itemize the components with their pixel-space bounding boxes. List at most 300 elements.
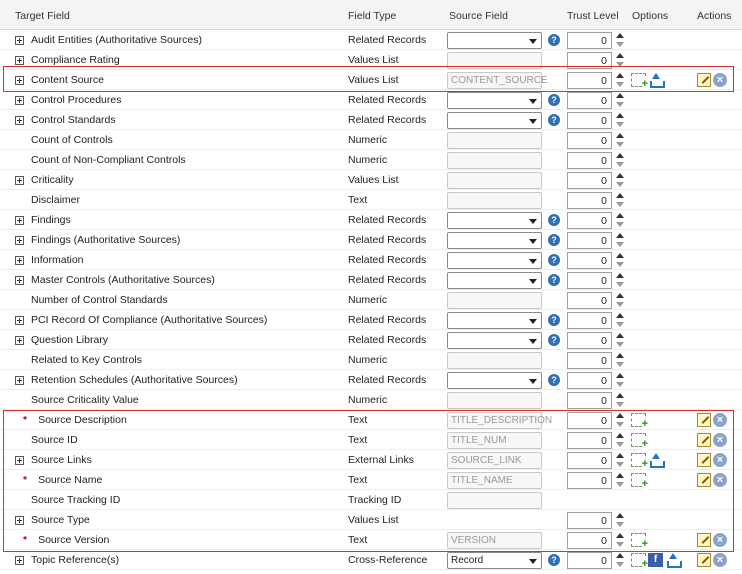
target-field-label: Source Tracking ID <box>31 494 121 506</box>
source-field-input[interactable] <box>447 192 542 209</box>
table-row <box>0 330 742 350</box>
edit-icon[interactable] <box>697 553 711 567</box>
source-field-input[interactable] <box>447 52 542 69</box>
table-row <box>0 90 742 110</box>
field-type: Values List <box>348 74 399 86</box>
table-row <box>0 490 742 510</box>
source-field-select[interactable] <box>447 112 542 129</box>
dropdown-arrow-icon <box>529 39 537 44</box>
target-field-name <box>23 534 110 546</box>
target-field-name <box>23 474 103 486</box>
help-icon[interactable]: ? <box>548 374 560 386</box>
table-row <box>0 190 742 210</box>
target-field-label: Topic Reference(s) <box>31 554 120 566</box>
target-field-name <box>31 254 84 266</box>
trust-level-spinner[interactable] <box>616 433 624 448</box>
table-row <box>0 130 742 150</box>
spinner-up-icon[interactable] <box>616 533 624 538</box>
trust-level-input[interactable]: 0 <box>567 252 612 269</box>
target-field-label: Findings (Authoritative Sources) <box>31 234 181 246</box>
source-field-input[interactable] <box>447 292 542 309</box>
spinner-down-icon[interactable] <box>616 562 624 567</box>
delete-icon[interactable]: × <box>713 473 727 487</box>
spinner-up-icon[interactable] <box>616 333 624 338</box>
spinner-down-icon[interactable] <box>616 462 624 467</box>
field-type: Tracking ID <box>348 494 402 506</box>
target-field-name <box>31 54 120 66</box>
dropdown-arrow-icon <box>529 239 537 244</box>
spinner-down-icon[interactable] <box>616 522 624 527</box>
help-icon[interactable]: ? <box>548 94 560 106</box>
dropdown-arrow-icon <box>529 379 537 384</box>
trust-level-spinner[interactable] <box>616 413 624 428</box>
edit-icon[interactable] <box>697 533 711 547</box>
target-field-name <box>31 514 90 526</box>
target-field-label: Question Library <box>31 334 109 346</box>
trust-level-spinner[interactable] <box>616 333 624 348</box>
trust-level-spinner[interactable] <box>616 553 624 568</box>
grid-header <box>0 0 742 30</box>
trust-level-spinner[interactable] <box>616 473 624 488</box>
expand-plus-icon[interactable] <box>15 236 24 245</box>
table-row <box>0 70 742 90</box>
spinner-down-icon[interactable] <box>616 342 624 347</box>
target-field-label: PCI Record Of Compliance (Authoritative Sources) <box>31 314 268 326</box>
edit-icon[interactable] <box>697 473 711 487</box>
field-type: Text <box>348 434 368 446</box>
source-field-select[interactable] <box>447 232 542 249</box>
spinner-down-icon[interactable] <box>616 242 624 247</box>
source-field-select[interactable] <box>447 552 542 569</box>
target-field-name <box>31 114 116 126</box>
expand-plus-icon[interactable] <box>15 56 24 65</box>
spinner-down-icon[interactable] <box>616 162 624 167</box>
spinner-down-icon[interactable] <box>616 322 624 327</box>
spinner-up-icon[interactable] <box>616 413 624 418</box>
field-type: Values List <box>348 174 399 186</box>
trust-level-spinner[interactable] <box>616 193 624 208</box>
add-field-icon[interactable] <box>631 453 646 467</box>
target-field-name <box>23 414 127 426</box>
spinner-down-icon[interactable] <box>616 282 624 287</box>
trust-level-spinner[interactable] <box>616 73 624 88</box>
spinner-down-icon[interactable] <box>616 382 624 387</box>
delete-icon[interactable]: × <box>713 73 727 87</box>
spinner-down-icon[interactable] <box>616 62 624 67</box>
trust-level-input[interactable]: 0 <box>567 452 612 469</box>
expand-plus-icon[interactable] <box>15 376 24 385</box>
target-field-name <box>31 194 80 206</box>
target-field-name <box>31 134 113 146</box>
trust-level-spinner[interactable] <box>616 513 624 528</box>
upload-icon[interactable] <box>665 553 680 567</box>
spinner-down-icon[interactable] <box>616 102 624 107</box>
table-row <box>0 450 742 470</box>
edit-icon[interactable] <box>697 453 711 467</box>
spinner-up-icon[interactable] <box>616 33 624 38</box>
trust-level-input[interactable]: 0 <box>567 312 612 329</box>
expand-plus-icon[interactable] <box>15 216 24 225</box>
dropdown-arrow-icon <box>529 119 537 124</box>
trust-level-input[interactable]: 0 <box>567 472 612 489</box>
spinner-down-icon[interactable] <box>616 42 624 47</box>
spinner-up-icon[interactable] <box>616 453 624 458</box>
edit-icon[interactable] <box>697 433 711 447</box>
spinner-up-icon[interactable] <box>616 113 624 118</box>
help-icon[interactable]: ? <box>548 234 560 246</box>
target-field-label: Audit Entities (Authoritative Sources) <box>31 34 202 46</box>
spinner-down-icon[interactable] <box>616 142 624 147</box>
target-field-name <box>31 214 71 226</box>
spinner-up-icon[interactable] <box>616 253 624 258</box>
field-type: Related Records <box>348 274 427 286</box>
trust-level-spinner[interactable] <box>616 353 624 368</box>
spinner-up-icon[interactable] <box>616 513 624 518</box>
target-field-name <box>31 294 168 306</box>
spinner-down-icon[interactable] <box>616 542 624 547</box>
trust-level-input[interactable]: 0 <box>567 52 612 69</box>
target-field-name <box>31 374 238 386</box>
target-field-label: Content Source <box>31 74 104 86</box>
expand-plus-icon[interactable] <box>15 336 24 345</box>
header-actions: Actions <box>697 10 732 22</box>
target-field-name <box>31 34 202 46</box>
trust-level-input[interactable]: 0 <box>567 412 612 429</box>
trust-level-input[interactable]: 0 <box>567 32 612 49</box>
target-field-name <box>31 154 186 166</box>
target-field-name <box>31 434 78 446</box>
spinner-down-icon[interactable] <box>616 482 624 487</box>
table-row <box>0 530 742 550</box>
trust-level-input[interactable]: 0 <box>567 552 612 569</box>
expand-plus-icon[interactable] <box>15 556 24 565</box>
spinner-up-icon[interactable] <box>616 93 624 98</box>
trust-level-input[interactable]: 0 <box>567 372 612 389</box>
target-field-label: Master Controls (Authoritative Sources) <box>31 274 215 286</box>
delete-icon[interactable]: × <box>713 433 727 447</box>
delete-icon[interactable]: × <box>713 413 727 427</box>
trust-level-input[interactable]: 0 <box>567 192 612 209</box>
table-row <box>0 550 742 570</box>
help-icon[interactable]: ? <box>548 34 560 46</box>
spinner-up-icon[interactable] <box>616 293 624 298</box>
trust-level-input[interactable]: 0 <box>567 432 612 449</box>
expand-plus-icon[interactable] <box>15 316 24 325</box>
table-row <box>0 510 742 530</box>
target-field-name <box>31 274 215 286</box>
trust-level-input[interactable]: 0 <box>567 512 612 529</box>
trust-level-spinner[interactable] <box>616 53 624 68</box>
add-field-icon[interactable] <box>631 553 646 567</box>
source-field-input[interactable]: VERSION <box>447 532 542 549</box>
source-field-selected-value: Record <box>451 555 484 566</box>
spinner-down-icon[interactable] <box>616 422 624 427</box>
spinner-down-icon[interactable] <box>616 222 624 227</box>
trust-level-input[interactable]: 0 <box>567 72 612 89</box>
source-field-input[interactable]: TITLE_NUM <box>447 432 542 449</box>
source-field-select[interactable] <box>447 372 542 389</box>
header-trust-level[interactable]: Trust Level <box>567 10 619 22</box>
target-field-name <box>31 554 119 566</box>
add-field-icon[interactable] <box>631 473 646 487</box>
trust-level-spinner[interactable] <box>616 113 624 128</box>
trust-level-input[interactable]: 0 <box>567 112 612 129</box>
target-field-label: Source Type <box>31 514 90 526</box>
source-field-input[interactable]: TITLE_NAME <box>447 472 542 489</box>
spinner-up-icon[interactable] <box>616 473 624 478</box>
spinner-down-icon[interactable] <box>616 402 624 407</box>
help-icon[interactable]: ? <box>548 274 560 286</box>
spinner-up-icon[interactable] <box>616 233 624 238</box>
trust-level-spinner[interactable] <box>616 33 624 48</box>
spinner-down-icon[interactable] <box>616 362 624 367</box>
trust-level-spinner[interactable] <box>616 253 624 268</box>
target-field-name <box>31 74 104 86</box>
header-field-type[interactable]: Field Type <box>348 10 397 22</box>
trust-level-input[interactable]: 0 <box>567 172 612 189</box>
target-field-label: Count of Controls <box>31 134 113 146</box>
target-field-name <box>31 494 120 506</box>
trust-level-input[interactable]: 0 <box>567 132 612 149</box>
spinner-up-icon[interactable] <box>616 133 624 138</box>
required-asterisk-icon: * <box>23 414 28 426</box>
trust-level-spinner[interactable] <box>616 373 624 388</box>
target-field-name <box>31 94 121 106</box>
field-type: Values List <box>348 54 399 66</box>
field-type: Text <box>348 534 368 546</box>
trust-level-input[interactable]: 0 <box>567 212 612 229</box>
delete-icon[interactable]: × <box>713 553 727 567</box>
target-field-name <box>31 234 180 246</box>
spinner-down-icon[interactable] <box>616 82 624 87</box>
field-type: Text <box>348 414 368 426</box>
upload-icon[interactable] <box>648 453 663 467</box>
target-field-name <box>31 394 139 406</box>
source-field-input[interactable] <box>447 392 542 409</box>
source-field-select[interactable] <box>447 212 542 229</box>
source-field-input[interactable] <box>447 172 542 189</box>
add-field-icon[interactable] <box>631 433 646 447</box>
table-row <box>0 210 742 230</box>
field-type: Values List <box>348 514 399 526</box>
required-asterisk-icon: * <box>23 474 28 486</box>
target-field-label: Control Procedures <box>31 94 122 106</box>
source-field-select[interactable] <box>447 272 542 289</box>
field-type: Numeric <box>348 294 388 306</box>
spinner-down-icon[interactable] <box>616 202 624 207</box>
table-row <box>0 390 742 410</box>
table-row <box>0 470 742 490</box>
add-field-icon[interactable] <box>631 73 646 87</box>
edit-icon[interactable] <box>697 73 711 87</box>
trust-level-input[interactable]: 0 <box>567 352 612 369</box>
trust-level-spinner[interactable] <box>616 533 624 548</box>
field-type: Text <box>348 474 368 486</box>
source-field-select[interactable] <box>447 252 542 269</box>
trust-level-spinner[interactable] <box>616 273 624 288</box>
help-icon[interactable]: ? <box>548 334 560 346</box>
expand-plus-icon[interactable] <box>15 176 24 185</box>
expand-plus-icon[interactable] <box>15 116 24 125</box>
spinner-up-icon[interactable] <box>616 273 624 278</box>
help-icon[interactable]: ? <box>548 254 560 266</box>
target-field-name <box>31 454 92 466</box>
target-field-label: Source Criticality Value <box>31 394 139 406</box>
trust-level-input[interactable]: 0 <box>567 392 612 409</box>
source-field-input[interactable] <box>447 492 542 509</box>
dropdown-arrow-icon <box>529 339 537 344</box>
expand-plus-icon[interactable] <box>15 456 24 465</box>
field-type: Related Records <box>348 234 427 246</box>
trust-level-input[interactable]: 0 <box>567 232 612 249</box>
target-field-name <box>31 354 142 366</box>
source-field-input[interactable] <box>447 152 542 169</box>
trust-level-spinner[interactable] <box>616 313 624 328</box>
help-icon[interactable]: ? <box>548 214 560 226</box>
dropdown-arrow-icon <box>529 219 537 224</box>
table-row <box>0 110 742 130</box>
table-row <box>0 50 742 70</box>
table-row <box>0 290 742 310</box>
target-field-name <box>31 334 108 346</box>
source-field-input[interactable]: SOURCE_LINK <box>447 452 542 469</box>
spinner-up-icon[interactable] <box>616 373 624 378</box>
upload-icon[interactable] <box>648 73 663 87</box>
source-field-select[interactable] <box>447 312 542 329</box>
table-row <box>0 270 742 290</box>
target-field-label: Retention Schedules (Authoritative Sources) <box>31 374 238 386</box>
table-row <box>0 430 742 450</box>
source-field-select[interactable] <box>447 332 542 349</box>
target-field-label: Source Links <box>31 454 92 466</box>
field-type: Numeric <box>348 134 388 146</box>
spinner-down-icon[interactable] <box>616 122 624 127</box>
field-type: Related Records <box>348 314 427 326</box>
target-field-label: Findings <box>31 214 71 226</box>
delete-icon[interactable]: × <box>713 533 727 547</box>
field-type: Text <box>348 194 368 206</box>
source-field-input[interactable]: CONTENT_SOURCE <box>447 72 542 89</box>
facebook-icon[interactable]: f <box>648 553 663 567</box>
trust-level-input[interactable]: 0 <box>567 152 612 169</box>
field-type: Related Records <box>348 214 427 226</box>
table-row <box>0 410 742 430</box>
trust-level-spinner[interactable] <box>616 453 624 468</box>
spinner-down-icon[interactable] <box>616 302 624 307</box>
spinner-up-icon[interactable] <box>616 213 624 218</box>
trust-level-spinner[interactable] <box>616 213 624 228</box>
target-field-label: Compliance Rating <box>31 54 120 66</box>
spinner-up-icon[interactable] <box>616 393 624 398</box>
field-type: External Links <box>348 454 414 466</box>
dropdown-arrow-icon <box>529 319 537 324</box>
add-field-icon[interactable] <box>631 413 646 427</box>
spinner-up-icon[interactable] <box>616 193 624 198</box>
field-type: Numeric <box>348 354 388 366</box>
spinner-down-icon[interactable] <box>616 442 624 447</box>
expand-plus-icon[interactable] <box>15 516 24 525</box>
trust-level-spinner[interactable] <box>616 393 624 408</box>
trust-level-spinner[interactable] <box>616 153 624 168</box>
trust-level-input[interactable]: 0 <box>567 532 612 549</box>
field-type: Cross-Reference <box>348 554 428 566</box>
target-field-label: Related to Key Controls <box>31 354 142 366</box>
table-row <box>0 150 742 170</box>
source-field-input[interactable] <box>447 352 542 369</box>
target-field-name <box>31 174 74 186</box>
spinner-up-icon[interactable] <box>616 553 624 558</box>
spinner-up-icon[interactable] <box>616 433 624 438</box>
source-field-input[interactable]: TITLE_DESCRIPTION <box>447 412 542 429</box>
help-icon[interactable]: ? <box>548 554 560 566</box>
spinner-up-icon[interactable] <box>616 173 624 178</box>
header-target-field[interactable]: Target Field <box>15 10 70 22</box>
header-options: Options <box>632 10 669 22</box>
source-field-input[interactable] <box>447 132 542 149</box>
trust-level-spinner[interactable] <box>616 133 624 148</box>
add-field-icon[interactable] <box>631 533 646 547</box>
edit-icon[interactable] <box>697 413 711 427</box>
expand-plus-icon[interactable] <box>15 96 24 105</box>
table-row <box>0 310 742 330</box>
help-icon[interactable]: ? <box>548 314 560 326</box>
expand-plus-icon[interactable] <box>15 76 24 85</box>
expand-plus-icon[interactable] <box>15 36 24 45</box>
delete-icon[interactable]: × <box>713 453 727 467</box>
target-field-label: Control Standards <box>31 114 116 126</box>
spinner-up-icon[interactable] <box>616 153 624 158</box>
required-asterisk-icon: * <box>23 534 28 546</box>
spinner-up-icon[interactable] <box>616 313 624 318</box>
trust-level-input[interactable]: 0 <box>567 292 612 309</box>
source-field-select[interactable] <box>447 32 542 49</box>
spinner-up-icon[interactable] <box>616 73 624 78</box>
field-type: Related Records <box>348 254 427 266</box>
target-field-label: Criticality <box>31 174 74 186</box>
source-field-select[interactable] <box>447 92 542 109</box>
field-type: Related Records <box>348 374 427 386</box>
header-source-field[interactable]: Source Field <box>449 10 508 22</box>
trust-level-spinner[interactable] <box>616 233 624 248</box>
target-field-label: Source Version <box>38 534 110 546</box>
field-type: Related Records <box>348 114 427 126</box>
help-icon[interactable]: ? <box>548 114 560 126</box>
spinner-up-icon[interactable] <box>616 353 624 358</box>
target-field-label: Count of Non-Compliant Controls <box>31 154 186 166</box>
spinner-down-icon[interactable] <box>616 262 624 267</box>
trust-level-input[interactable]: 0 <box>567 272 612 289</box>
table-row <box>0 170 742 190</box>
trust-level-spinner[interactable] <box>616 293 624 308</box>
trust-level-input[interactable]: 0 <box>567 332 612 349</box>
expand-plus-icon[interactable] <box>15 276 24 285</box>
expand-plus-icon[interactable] <box>15 256 24 265</box>
dropdown-arrow-icon <box>529 99 537 104</box>
field-type: Numeric <box>348 394 388 406</box>
spinner-up-icon[interactable] <box>616 53 624 58</box>
spinner-down-icon[interactable] <box>616 182 624 187</box>
trust-level-spinner[interactable] <box>616 173 624 188</box>
target-field-label: Number of Control Standards <box>31 294 168 306</box>
field-type: Related Records <box>348 34 427 46</box>
target-field-name <box>31 314 267 326</box>
trust-level-spinner[interactable] <box>616 93 624 108</box>
trust-level-input[interactable]: 0 <box>567 92 612 109</box>
dropdown-arrow-icon <box>529 559 537 564</box>
dropdown-arrow-icon <box>529 259 537 264</box>
field-type: Related Records <box>348 334 427 346</box>
target-field-label: Source ID <box>31 434 78 446</box>
